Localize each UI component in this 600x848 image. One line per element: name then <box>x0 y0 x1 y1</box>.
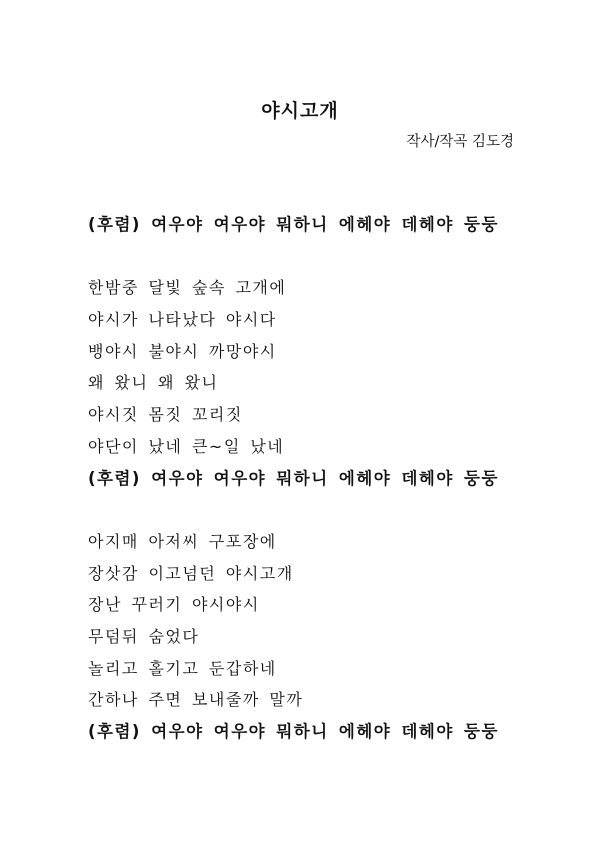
lyric-line: 뱅야시 불야시 까망야시 <box>88 341 277 361</box>
stanza-break <box>88 494 568 526</box>
lyric-line: 야시짓 몸짓 꼬리짓 <box>88 405 243 425</box>
lyric-line: 놀리고 홀기고 둔갑하네 <box>88 658 277 678</box>
lyric-line: 장삿감 이고넘던 야시고개 <box>88 563 294 583</box>
lyric-line: 무덤뒤 숨었다 <box>88 626 200 646</box>
song-title: 야시고개 <box>261 100 339 122</box>
lyric-line: 왜 왔니 왜 왔니 <box>88 373 219 393</box>
chorus-line: (후렴) 여우야 여우야 뭐하니 에헤야 데헤야 둥둥 <box>88 468 499 488</box>
lyric-line: 야시가 나타났다 야시다 <box>88 310 277 330</box>
lyric-line: 아지매 아저씨 구포장에 <box>88 531 277 551</box>
lyric-line: 야단이 났네 큰~일 났네 <box>88 436 285 456</box>
stanza-break <box>88 241 568 273</box>
chorus-line: (후렴) 여우야 여우야 뭐하니 에헤야 데헤야 둥둥 <box>88 215 499 234</box>
lyrics-block <box>88 209 568 748</box>
lyric-line: 간하나 주면 보내줄까 말까 <box>88 690 304 710</box>
chorus-line: (후렴) 여우야 여우야 뭐하니 에헤야 데헤야 둥둥 <box>88 722 499 741</box>
lyric-line: 한밤중 달빛 숲속 고개에 <box>88 278 287 298</box>
lyric-line: 장난 꾸러기 야시야시 <box>88 595 260 615</box>
song-credits: 작사/작곡 김도경 <box>406 134 514 150</box>
